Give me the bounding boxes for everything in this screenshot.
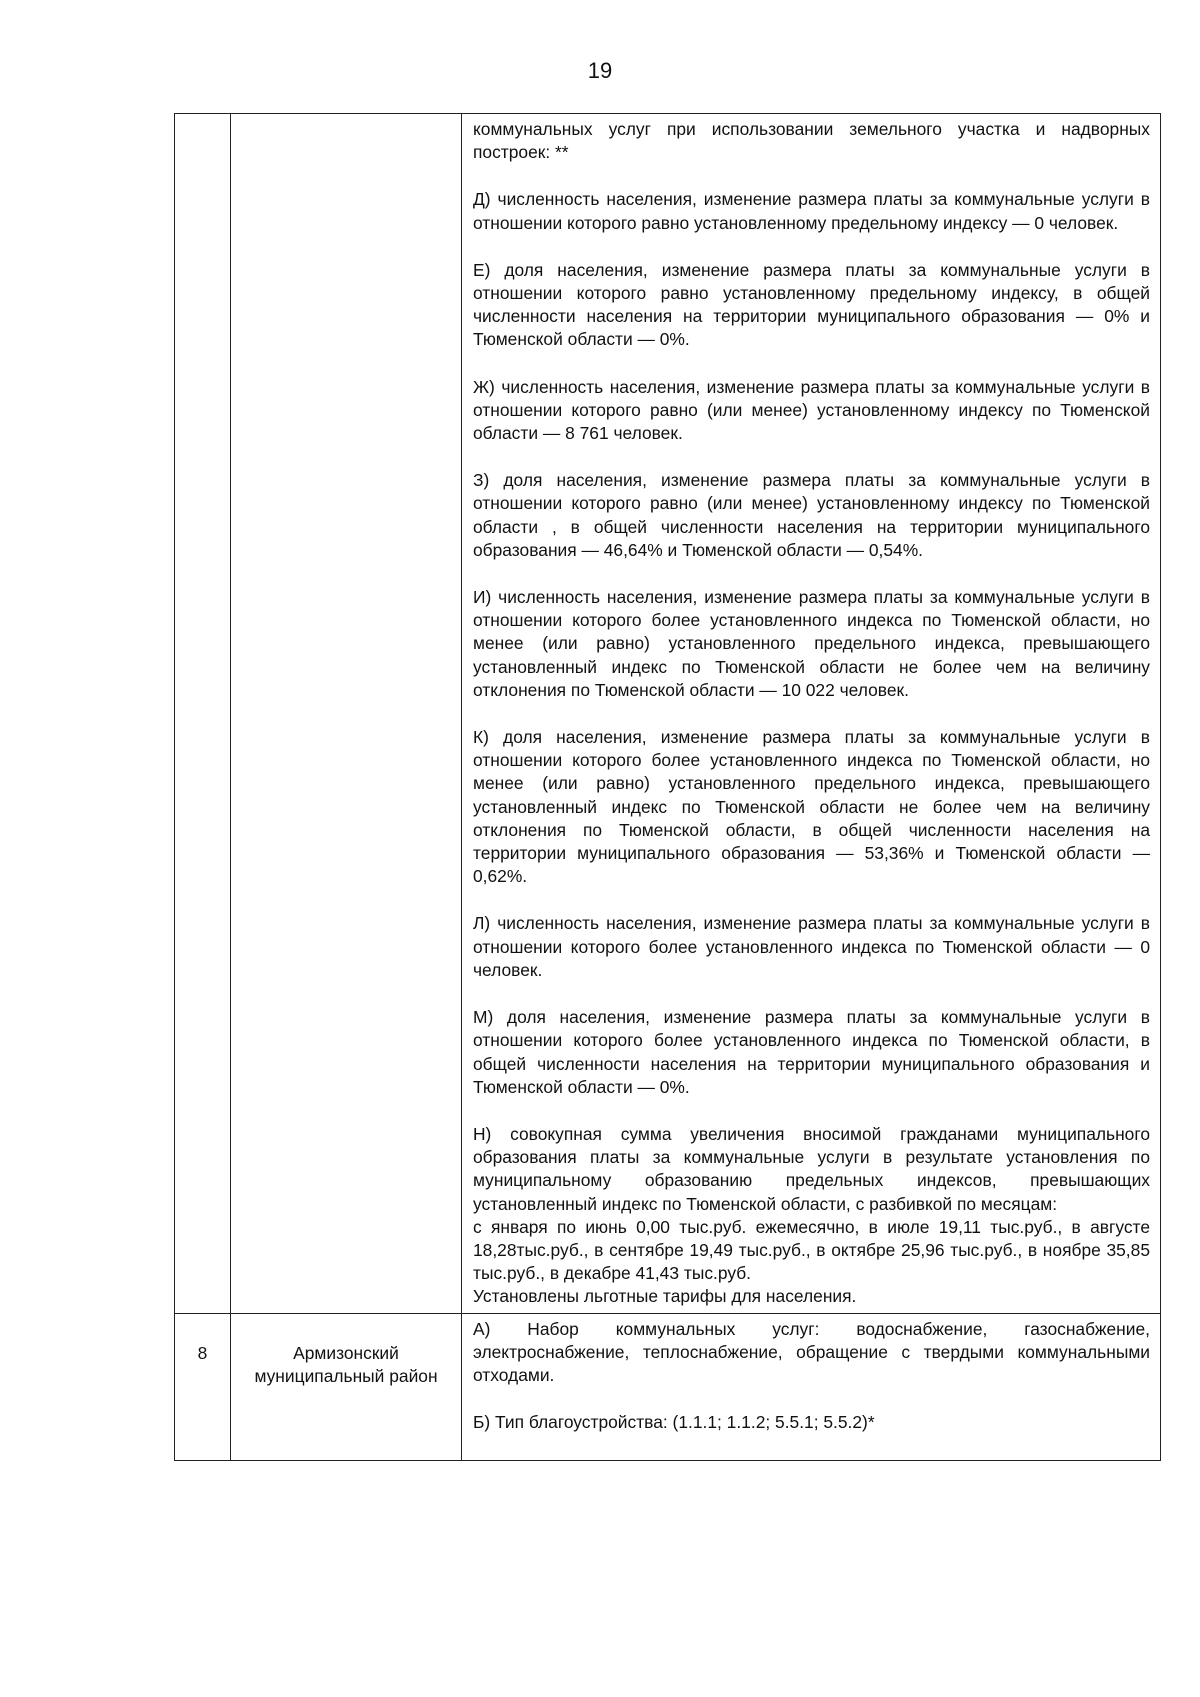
paragraph-a: А) Набор коммунальных услуг: водоснабжение, газоснабжение, электроснабжение, теплоснабжение, обращение с твердыми коммунальными отходами. bbox=[473, 1318, 1150, 1385]
paragraph-zh: Ж) численность населения, изменение размера платы за коммунальные услуги в отношении которого равно (или менее) установленному индексу по Тюменской области — 8 761 человек. bbox=[473, 376, 1150, 444]
indicators-cell-row-8 bbox=[462, 1313, 1161, 1461]
paragraph-d: Д) численность населения, изменение размера платы за коммунальные услуги в отношении которого равно установленному предельному индексу — 0 человек. bbox=[473, 189, 1150, 233]
paragraph-k: К) доля населения, изменение размера платы за коммунальные услуги в отношении которого более установленного индекса по Тюменской области, но менее (или равно) установленного предельного индекса, превышающего установленный индекс по Тюменской области не более чем на величину отклонения по Тюменской области, в общей численности населения на территории муниципального образования — 53,36% и Тюменской области — 0,62%. bbox=[473, 727, 1150, 887]
indicators-cell bbox=[462, 114, 1161, 1314]
number-cell-empty bbox=[175, 114, 231, 1314]
row-number: 8 bbox=[175, 1313, 231, 1461]
paragraph-m: М) доля населения, изменение размера платы за коммунальные услуги в отношении которого более установленного индекса по Тюменской области, в общей численности населения на территории муниципального образования и Тюменской области — 0%. bbox=[473, 1007, 1150, 1097]
paragraph-continuation: коммунальных услуг при использовании земельного участка и надворных построек: ** bbox=[473, 119, 1150, 163]
table-row-continued bbox=[175, 114, 1161, 1314]
table-row-8 bbox=[175, 1313, 1161, 1461]
data-table bbox=[174, 113, 1161, 1461]
benefit-note: Установлены льготные тарифы для населения. bbox=[473, 1286, 857, 1307]
paragraph-e: Е) доля населения, изменение размера платы за коммунальные услуги в отношении которого равно установленному предельному индексу, в общей численности населения на территории муниципального образования — 0% и Тюменской области — 0%. bbox=[473, 259, 1150, 350]
monthly-breakdown: с января по июнь 0,00 тыс.руб. ежемесячно, в июле 19,11 тыс.руб., в августе 18,28тыс.руб., в сентябре 19,49 тыс.руб., в октябре 25,96 тыс.руб., в ноябре 35,85 тыс.руб., в декабре 41,43 тыс.руб. bbox=[473, 1216, 1150, 1284]
paragraph-z: З) доля населения, изменение размера платы за коммунальные услуги в отношении которого равно (или менее) установленному индексу по Тюменской области , в общей численности населения на территории муниципального образования — 46,64% и Тюменской области — 0,54%. bbox=[473, 470, 1150, 560]
paragraph-l: Л) численность населения, изменение размера платы за коммунальные услуги в отношении которого более установленного индекса по Тюменской области — 0 человек. bbox=[473, 913, 1150, 980]
paragraph-n: Н) совокупная сумма увеличения вносимой гражданами муниципального образования платы за коммунальные услуги в результате установления по муниципальному образованию предельных индексов, превышающих установленный индекс по Тюменской области, с разбивкой по месяцам: bbox=[473, 1123, 1150, 1214]
municipality-name: Армизонский муниципальный район bbox=[231, 1313, 462, 1461]
municipality-cell-empty bbox=[231, 114, 462, 1314]
page-number: 19 bbox=[587, 58, 613, 83]
paragraph-i: И) численность населения, изменение размера платы за коммунальные услуги в отношении которого более установленного индекса по Тюменской области, но менее (или равно) установленного предельного индекса, превышающего установленный индекс по Тюменской области не более чем на величину отклонения по Тюменской области — 10 022 человек. bbox=[473, 587, 1150, 700]
paragraph-b: Б) Тип благоустройства: (1.1.1; 1.1.2; 5.5.1; 5.5.2)* bbox=[473, 1412, 875, 1433]
